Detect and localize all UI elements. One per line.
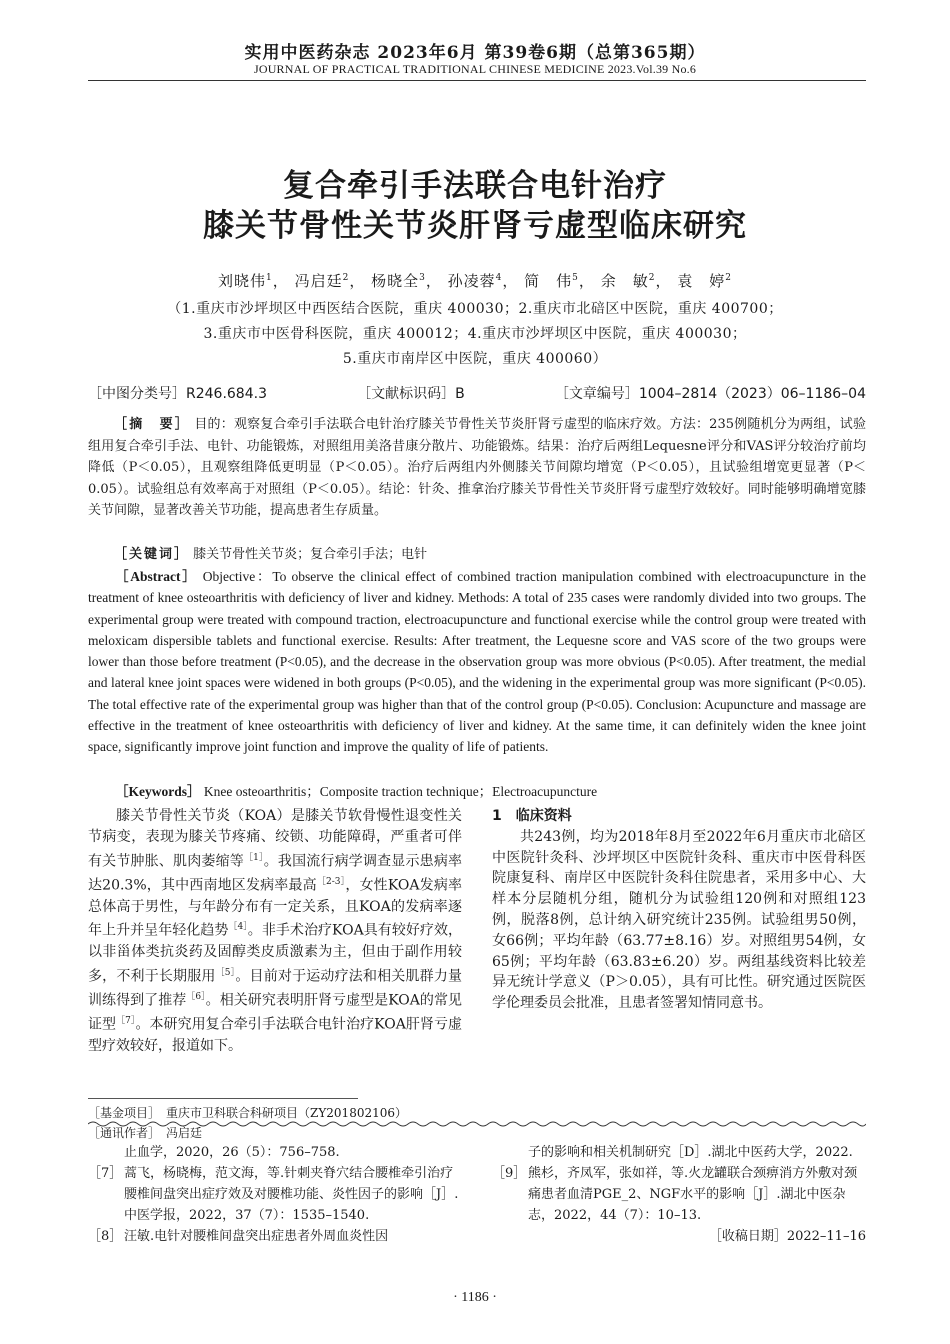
citation: ［7］ [116,1016,136,1027]
corresponding-author-footnote: ［通讯作者］ 冯启廷 [88,1126,203,1140]
reference-continuation: 子的影响和相关机制研究［D］.湖北中医药大学，2022. [528,1145,853,1160]
author: 余 敏$^2$ [600,272,656,290]
abstract-en [88,566,866,758]
keywords-en [88,781,866,802]
wavy-separator [88,1120,866,1128]
author: 孙凌蓉$^4$ [447,272,503,290]
received-date: ［收稿日期］2022–11–16 [708,1229,866,1244]
author: 袁 婷$^2$ [677,272,732,290]
reference-item: ［7］ 蒿飞，杨晓梅，范文海，等.针刺夹脊穴结合腰椎牵引治疗腰椎间盘突出症疗效及对腰椎功能、炎性因子的影响［J］.中医学报，2022，37（7）：1535–1540. [88,1166,459,1223]
keywords-en-text: Knee osteoarthritis；Composite traction technique；Electroacupuncture [203,784,598,799]
citation: ［6］ [186,992,206,1002]
keywords-en-label: ［Keywords］ [115,784,201,799]
citation: ［5］ [215,967,236,978]
fund-footnote: ［基金项目］ 重庆市卫科联合科研项目（ZY201802106） [88,1106,408,1120]
affiliation-line3: 5.重庆市南岸区中医院，重庆 400060） [342,351,608,367]
abstract-cn-label: ［摘 要］ [114,417,191,432]
citation: ［2-3］ [316,877,346,888]
article-title-line1: 复合牵引手法联合电针治疗 [283,168,667,204]
author: 冯启廷$^2$ [294,272,350,290]
author: 刘晓伟$^1$ [218,272,273,290]
citation: ［4］ [228,922,248,933]
citation: ［1］ [243,852,264,863]
footnote-rule [88,1098,358,1099]
clc-number: ［中图分类号］R246.684.3 [88,386,267,402]
reference-continuation: 止血学，2020，26（5）：756–758. [124,1145,340,1160]
author: 杨晓全$^3$ [371,272,426,290]
header-rule [88,80,866,81]
intro-paragraph: 膝关节骨性关节炎（KOA）是膝关节软骨慢性退变性关节病变，表现为膝关节疼痛、绞锁、功能障碍，严重者可伴有关节肿胀、肌肉萎缩等$^{[1]}$。我国流行病学调查显示患病率达20.3%，其中西南地区发病率最高$^{[2-3]}$，女性KOA发病率总体高于男性，与年龄分布有一定关系，且KOA的发病率逐年上升并呈年轻化趋势$^{[4]}$。非手术治疗KOA具有较好疗效，以非甾体类抗炎药及固醇类皮质激素为主，但由于副作用较多，不利于长期服用$^{[5]}$。目前对于运动疗法和相关肌群力量训练得到了推荐$^{[6]}$。相关研究表明肝肾亏虚型是KOA的常见证型$^{[7]}$。本研究用复合牵引手法联合电针治疗KOA肝肾亏虚型疗效较好，报道如下。 [88,808,463,1054]
abstract-cn-text: 目的：观察复合牵引手法联合电针治疗膝关节骨性关节炎肝肾亏虚型的临床疗效。方法：235例随机分为两组，试验组用复合牵引手法、电针、功能锻炼，对照组用美洛昔康分散片、功能锻炼。结果：治疗后两组Lequesne评分和VAS评分较治疗前均降低（P＜0.05），且观察组降低更明显（P＜0.05）。治疗后两组内外侧膝关节间隙均增宽（P＜0.05），且试验组增宽更显著（P＜0.05）。试验组总有效率高于对照组（P＜0.05）。结论：针灸、推拿治疗膝关节骨性关节炎肝肾亏虚型疗效较好。同时能够明确增宽膝关节间隙，显著改善关节功能，提高患者生存质量。 [88,417,866,518]
author-list: 刘晓伟$^1$， 冯启廷$^2$， 杨晓全$^3$， 孙凌蓉$^4$， 简 伟$^5$， 余 敏$^2$， 袁 婷$^2$ [218,272,732,290]
body-right-column [492,806,866,1014]
clinical-data-paragraph: 共243例，均为2018年8月至2022年6月重庆市北碚区中医院针灸科、沙坪坝区中医院针灸科、重庆市中医骨科医院康复科、南岸区中医院针灸科住院患者，采用多中心、大样本分层随机分组，随机分为试验组120例和对照组123例，脱落8例，总计纳入研究统计235例。试验组男50例，女66例；平均年龄（63.77±8.16）岁。对照组男54例，女65例；平均年龄（63.83±6.20）岁。两组基线资料比较差异无统计学意义（P＞0.05），具有可比性。研究通过医院医学伦理委员会批准，且患者签署知情同意书。 [492,828,866,1012]
article-number: ［文章编号］1004–2814（2023）06–1186–04 [554,386,866,402]
reference-item: ［9］ 熊杉，齐凤军，张如祥，等.火龙罐联合颈痹消方外敷对颈痛患者血清PGE_2、NGF水平的影响［J］.湖北中医杂志，2022，44（7）：10–13. [492,1166,858,1223]
author: 简 伟$^5$ [524,272,579,290]
references-left [88,1142,462,1247]
reference-item: ［8］ 汪敏.电针对腰椎间盘突出症患者外周血炎性因 [88,1229,389,1244]
references-right [492,1142,866,1247]
abstract-en-label: ［Abstract］ [115,569,198,584]
article-title-line2: 膝关节骨性关节炎肝肾亏虚型临床研究 [203,208,747,244]
abstract-en-text: Objective：To observe the clinical effect of combined traction manipulation combined with electroacupuncture in the treatment of knee osteoarthritis with deficiency of liver and kidney. Methods: A total of 235 cases were randomly divided into two groups. The experimental group were treated with compound traction, electroacupuncture and functional exercise while the control group were treated with meloxicam dispersible tablets and functional exercise. Results: After treatment, the Lequesne score and VAS score of the two groups were lower than those before treatment (P<0.05), and the decrease in the observation group was more obvious (P<0.05). After treatment, the medial and lateral knee joint spaces were widened in both groups (P<0.05), and the widening in the experimental group was more significant (P<0.05). The total effective rate of the experimental group was higher than that of the control group (P<0.05). Conclusion: Acupuncture and massage are effective in the treatment of knee osteoarthritis with deficiency of liver and kidney. At the same time, it can definitely widen the knee joint space, significantly improve joint function and improve the quality of life of patients. [88,569,866,755]
affiliation-line1: （1.重庆市沙坪坝区中西医结合医院，重庆 400030；2.重庆市北碚区中医院，重庆 400700； [167,301,783,317]
affiliation-line2: 3.重庆市中医骨科医院，重庆 400012；4.重庆市沙坪坝区中医院，重庆 400030； [203,326,747,342]
abstract-cn [88,414,866,522]
page-number: · 1186 · [453,1290,497,1305]
classification-line [88,383,866,403]
keywords-cn-label: ［关键词］ [114,547,190,562]
keywords-cn-text: 膝关节骨性关节炎；复合牵引手法；电针 [193,547,428,562]
section-heading-clinical-data: 1 临床资料 [492,808,572,824]
journal-header-en: JOURNAL OF PRACTICAL TRADITIONAL CHINESE MEDICINE 2023.Vol.39 No.6 [253,62,697,76]
body-left-column [88,806,462,1057]
journal-header-cn: 实用中医药杂志 2023年6月 第39卷6期（总第365期） [244,43,706,63]
document-code: ［文献标识码］B [357,386,465,402]
keywords-cn [88,544,866,566]
